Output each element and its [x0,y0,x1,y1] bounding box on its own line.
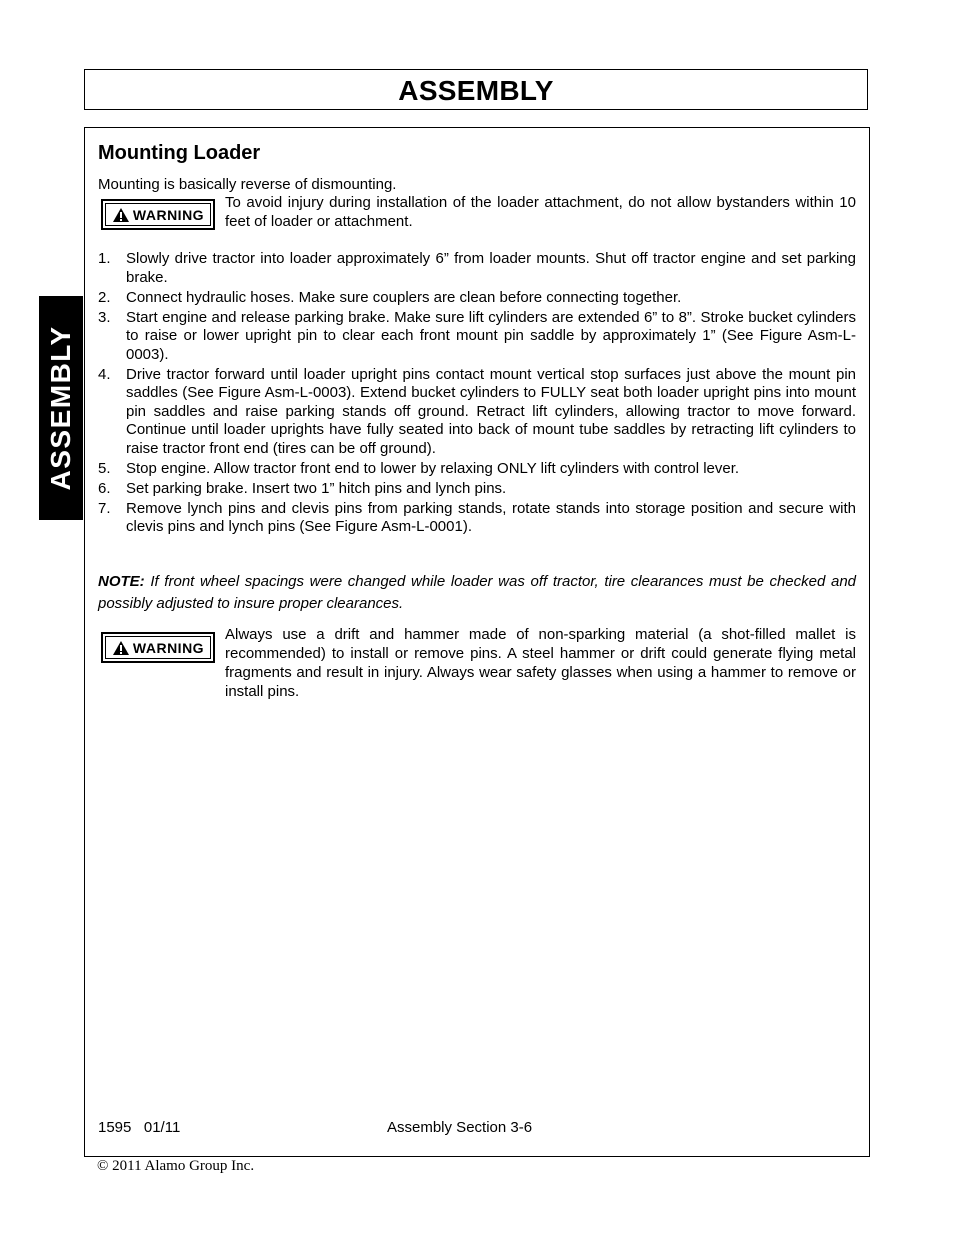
note-text: If front wheel spacings were changed while loader was off tractor, tire clearances must be checked and possibly adjusted to insure proper clearances. [98,573,857,612]
header-box [84,69,868,110]
side-tab-label: ASSEMBLY [45,325,76,491]
warning-badge [101,199,215,230]
step-number: 6. [98,479,111,497]
list-item [98,289,856,308]
footer-doc-number: 1595 01/11 [98,1119,181,1136]
list-item [98,250,856,287]
intro-text: Mounting is basically reverse of dismounting. [98,176,397,193]
steps-list [98,250,856,538]
warning-triangle-icon [112,640,130,656]
section-title: Mounting Loader [98,142,261,164]
warning-text: To avoid injury during installation of the loader attachment, do not allow bystanders within 10 feet of loader or attachment. [225,194,856,230]
step-text: Slowly drive tractor into loader approximately 6” from loader mounts. Shut off tractor engine and set parking brake. [126,250,856,286]
note-label: NOTE: [98,573,145,590]
warning-badge [101,632,215,663]
list-item [98,480,856,499]
page-header-title: ASSEMBLY [398,75,554,106]
list-item [98,500,856,537]
list-item [98,460,856,479]
step-number: 5. [98,459,111,477]
step-text: Stop engine. Allow tractor front end to lower by relaxing ONLY lift cylinders with control lever. [126,459,740,477]
warning-text: Always use a drift and hammer made of non-sparking material (a shot-filled mallet is recommended) to install or remove pins. A steel hammer or drift could generate flying metal fragments and result in injury. Always wear safety glasses when using a hammer to remove or install pins. [225,626,856,700]
copyright: © 2011 Alamo Group Inc. [97,1158,255,1174]
side-tab [39,296,83,520]
step-number: 4. [98,365,111,383]
warning-label: WARNING [132,639,205,656]
step-number: 3. [98,308,111,326]
step-number: 1. [98,250,111,267]
step-text: Start engine and release parking brake. Make sure lift cylinders are extended 6” to 8”. Stroke bucket cylinders to raise or lower upright pin to clear each front mount pin saddle by approximately 1” (See Figure Asm-L-0003). [126,308,856,363]
note-paragraph [98,571,856,615]
step-number: 7. [98,499,111,517]
footer-section: Assembly Section 3-6 [387,1119,533,1136]
list-item [98,309,856,365]
step-text: Connect hydraulic hoses. Make sure couplers are clean before connecting together. [126,288,682,306]
step-text: Drive tractor forward until loader upright pins contact mount vertical stop surfaces just above the mount pin saddles (See Figure Asm-L-0003). Extend bucket cylinders to FULLY seat both loader upright pins into mount pin saddles and raise parking stands off ground. Retract lift cylinders, allowing tractor to move forward. Continue until loader uprights have fully seated into back of mount tube saddles by retracting lift cylinders to raise tractor front end (tires can be off ground). [126,365,856,457]
step-text: Remove lynch pins and clevis pins from parking stands, rotate stands into storage position and secure with clevis pins and lynch pins (See Figure Asm-L-0001). [126,499,856,535]
step-number: 2. [98,288,111,306]
warning-label: WARNING [132,206,205,223]
warning-triangle-icon [112,207,130,223]
list-item [98,366,856,459]
step-text: Set parking brake. Insert two 1” hitch pins and lynch pins. [126,479,507,497]
